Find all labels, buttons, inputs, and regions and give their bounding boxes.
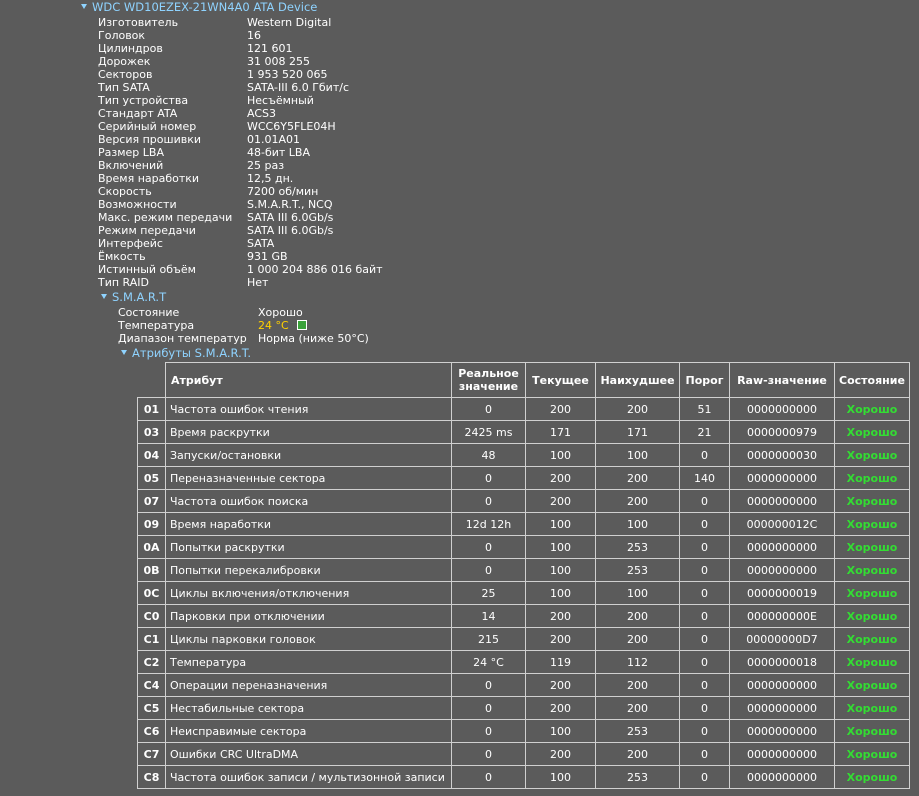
attr-name: Нестабильные сектора	[165, 696, 451, 719]
header-blank	[137, 362, 165, 397]
attr-real-value: 0	[451, 673, 525, 696]
attr-worst: 200	[595, 673, 679, 696]
table-row[interactable]	[137, 627, 910, 650]
attr-current: 200	[525, 742, 595, 765]
property-label: Включений	[98, 159, 164, 172]
attr-real-value: 215	[451, 627, 525, 650]
property-label: Интерфейс	[98, 237, 163, 250]
attr-real-value: 14	[451, 604, 525, 627]
attr-name: Частота ошибок записи / мультизонной записи	[165, 765, 451, 789]
attr-current: 100	[525, 581, 595, 604]
attr-threshold: 140	[679, 466, 729, 489]
property-value: 931 GB	[247, 250, 288, 263]
header-current[interactable]: Текущее	[525, 362, 595, 397]
property-label: Состояние	[118, 306, 180, 319]
attr-current: 100	[525, 765, 595, 789]
attr-worst: 200	[595, 397, 679, 420]
attr-threshold: 0	[679, 696, 729, 719]
property-value: SATA III 6.0Gb/s	[247, 224, 334, 237]
attr-raw: 0000000019	[729, 581, 834, 604]
attr-state: Хорошо	[834, 558, 910, 581]
table-row[interactable]	[137, 489, 910, 512]
attr-worst: 253	[595, 535, 679, 558]
attr-raw: 0000000030	[729, 443, 834, 466]
attr-raw: 0000000000	[729, 742, 834, 765]
property-value: 31 008 255	[247, 55, 310, 68]
attr-name: Частота ошибок чтения	[165, 397, 451, 420]
table-row[interactable]	[137, 397, 910, 420]
attr-state: Хорошо	[834, 604, 910, 627]
table-row[interactable]	[137, 558, 910, 581]
expand-arrow-icon[interactable]	[121, 350, 127, 355]
attr-threshold: 0	[679, 535, 729, 558]
attr-worst: 112	[595, 650, 679, 673]
attr-real-value: 0	[451, 397, 525, 420]
property-label: Дорожек	[98, 55, 151, 68]
property-label: Диапазон температур	[118, 332, 247, 345]
attr-state: Хорошо	[834, 397, 910, 420]
attr-current: 200	[525, 696, 595, 719]
table-row[interactable]	[137, 604, 910, 627]
device-tree-node[interactable]	[81, 1, 317, 14]
attr-raw: 000000000E	[729, 604, 834, 627]
table-row[interactable]	[137, 512, 910, 535]
attr-real-value: 24 °C	[451, 650, 525, 673]
property-label: Макс. режим передачи	[98, 211, 233, 224]
property-label: Серийный номер	[98, 120, 197, 133]
attr-real-value: 0	[451, 558, 525, 581]
attr-raw: 000000012C	[729, 512, 834, 535]
attr-worst: 171	[595, 420, 679, 443]
property-value: SATA	[247, 237, 275, 250]
attr-real-value: 0	[451, 719, 525, 742]
attr-id: C4	[137, 673, 165, 696]
attr-raw: 0000000000	[729, 397, 834, 420]
header-attribute[interactable]: Атрибут	[165, 362, 451, 397]
attr-current: 200	[525, 489, 595, 512]
property-label: Версия прошивки	[98, 133, 202, 146]
table-row[interactable]	[137, 535, 910, 558]
attr-real-value: 25	[451, 581, 525, 604]
property-label: Размер LBA	[98, 146, 164, 159]
attr-worst: 253	[595, 765, 679, 789]
property-value: 01.01A01	[247, 133, 301, 146]
attr-state: Хорошо	[834, 742, 910, 765]
attr-state: Хорошо	[834, 765, 910, 789]
property-label: Режим передачи	[98, 224, 196, 237]
table-row[interactable]	[137, 650, 910, 673]
attr-raw: 0000000000	[729, 673, 834, 696]
table-row[interactable]	[137, 742, 910, 765]
expand-arrow-icon[interactable]	[101, 294, 107, 299]
attr-id: C7	[137, 742, 165, 765]
attr-name: Циклы включения/отключения	[165, 581, 451, 604]
attr-name: Время раскрутки	[165, 420, 451, 443]
attr-worst: 200	[595, 696, 679, 719]
property-value: 7200 об/мин	[247, 185, 319, 198]
attr-worst: 200	[595, 742, 679, 765]
attr-state: Хорошо	[834, 650, 910, 673]
property-value: SATA-III 6.0 Гбит/с	[247, 81, 349, 94]
attr-worst: 253	[595, 558, 679, 581]
attr-real-value: 48	[451, 443, 525, 466]
attr-name: Переназначенные сектора	[165, 466, 451, 489]
attr-real-value: 0	[451, 765, 525, 789]
attr-raw: 0000000000	[729, 719, 834, 742]
attr-state: Хорошо	[834, 673, 910, 696]
attr-raw: 0000000000	[729, 696, 834, 719]
attr-name: Неисправимые сектора	[165, 719, 451, 742]
attr-worst: 100	[595, 443, 679, 466]
attr-threshold: 0	[679, 443, 729, 466]
attr-real-value: 0	[451, 466, 525, 489]
header-threshold[interactable]: Порог	[679, 362, 729, 397]
attr-threshold: 51	[679, 397, 729, 420]
attr-current: 200	[525, 397, 595, 420]
header-real-line2: значение	[458, 380, 519, 393]
smart-attributes-table	[137, 362, 910, 789]
attr-name: Циклы парковки головок	[165, 627, 451, 650]
attr-name: Ошибки CRC UltraDMA	[165, 742, 451, 765]
property-value: Western Digital	[247, 16, 332, 29]
attr-raw: 0000000000	[729, 466, 834, 489]
property-label: Секторов	[98, 68, 153, 81]
attr-id: 04	[137, 443, 165, 466]
attr-real-value: 0	[451, 742, 525, 765]
temperature-cell	[258, 319, 307, 332]
attr-threshold: 0	[679, 719, 729, 742]
attr-threshold: 0	[679, 581, 729, 604]
property-label: Возможности	[98, 198, 177, 211]
device-title: WDC WD10EZEX-21WN4A0 ATA Device	[92, 0, 318, 14]
attr-id: C8	[137, 765, 165, 789]
smart-tree-node[interactable]	[101, 291, 166, 304]
attr-state: Хорошо	[834, 489, 910, 512]
attr-raw: 0000000000	[729, 489, 834, 512]
smart-title: S.M.A.R.T	[112, 290, 167, 304]
attr-current: 171	[525, 420, 595, 443]
property-label: Истинный объём	[98, 263, 196, 276]
temperature-value: 24 °C	[258, 319, 289, 332]
attr-state: Хорошо	[834, 512, 910, 535]
attr-threshold: 0	[679, 627, 729, 650]
attr-worst: 200	[595, 489, 679, 512]
attr-id: 0A	[137, 535, 165, 558]
property-value: Несъёмный	[247, 94, 314, 107]
attr-raw: 0000000018	[729, 650, 834, 673]
table-row[interactable]	[137, 466, 910, 489]
attr-current: 200	[525, 604, 595, 627]
attr-threshold: 0	[679, 650, 729, 673]
property-label: Ёмкость	[98, 250, 146, 263]
attr-state: Хорошо	[834, 719, 910, 742]
attr-real-value: 0	[451, 535, 525, 558]
attr-threshold: 0	[679, 558, 729, 581]
attr-current: 200	[525, 673, 595, 696]
attr-id: 0C	[137, 581, 165, 604]
attr-real-value: 2425 ms	[451, 420, 525, 443]
attr-id: C1	[137, 627, 165, 650]
property-value: 12,5 дн.	[247, 172, 294, 185]
attr-id: 01	[137, 397, 165, 420]
attr-worst: 100	[595, 581, 679, 604]
property-value: Норма (ниже 50°C)	[258, 332, 369, 345]
property-value: Хорошо	[258, 306, 303, 319]
attr-threshold: 0	[679, 604, 729, 627]
property-value: 48-бит LBA	[247, 146, 311, 159]
property-label: Температура	[118, 319, 195, 332]
header-real-value[interactable]	[451, 362, 525, 397]
attr-current: 100	[525, 443, 595, 466]
attr-state: Хорошо	[834, 696, 910, 719]
attr-raw: 0000000000	[729, 558, 834, 581]
table-row[interactable]	[137, 443, 910, 466]
attr-current: 119	[525, 650, 595, 673]
attr-id: C6	[137, 719, 165, 742]
property-value: 1 000 204 886 016 байт	[247, 263, 383, 276]
property-label: Скорость	[98, 185, 152, 198]
property-label: Стандарт ATA	[98, 107, 178, 120]
property-label: Тип RAID	[98, 276, 149, 289]
table-row[interactable]	[137, 420, 910, 443]
property-value: 121 601	[247, 42, 293, 55]
attr-state: Хорошо	[834, 443, 910, 466]
property-label: Время наработки	[98, 172, 200, 185]
header-state[interactable]: Состояние	[834, 362, 910, 397]
property-value: 16	[247, 29, 261, 42]
table-row[interactable]	[137, 696, 910, 719]
attr-threshold: 0	[679, 765, 729, 789]
table-header-row	[137, 362, 910, 397]
header-raw[interactable]: Raw-значение	[729, 362, 834, 397]
property-value: SATA III 6.0Gb/s	[247, 211, 334, 224]
attr-name: Попытки раскрутки	[165, 535, 451, 558]
property-label: Тип устройства	[98, 94, 189, 107]
attr-state: Хорошо	[834, 627, 910, 650]
attr-state: Хорошо	[834, 581, 910, 604]
smart-attributes-title: Атрибуты S.M.A.R.T.	[132, 346, 252, 360]
header-real-line1: Реальное	[458, 367, 519, 380]
smart-attributes-node[interactable]	[121, 347, 251, 360]
attr-state: Хорошо	[834, 420, 910, 443]
attr-state: Хорошо	[834, 466, 910, 489]
attr-name: Попытки перекалибровки	[165, 558, 451, 581]
property-value: ACS3	[247, 107, 276, 120]
property-label: Изготовитель	[98, 16, 179, 29]
property-label: Тип SATA	[98, 81, 150, 94]
property-value: WCC6Y5FLE04H	[247, 120, 336, 133]
property-value: S.M.A.R.T., NCQ	[247, 198, 333, 211]
attr-current: 200	[525, 466, 595, 489]
attr-threshold: 0	[679, 673, 729, 696]
attr-name: Запуски/остановки	[165, 443, 451, 466]
attr-name: Парковки при отключении	[165, 604, 451, 627]
attr-worst: 200	[595, 604, 679, 627]
attr-id: C2	[137, 650, 165, 673]
attr-id: 05	[137, 466, 165, 489]
attr-id: 0B	[137, 558, 165, 581]
attr-current: 100	[525, 512, 595, 535]
attr-threshold: 21	[679, 420, 729, 443]
attr-current: 100	[525, 558, 595, 581]
attr-worst: 200	[595, 627, 679, 650]
property-value: 1 953 520 065	[247, 68, 328, 81]
attr-raw: 0000000000	[729, 765, 834, 789]
attr-name: Время наработки	[165, 512, 451, 535]
table-row[interactable]	[137, 673, 910, 696]
property-label: Головок	[98, 29, 146, 42]
table-row[interactable]	[137, 581, 910, 604]
attr-raw: 00000000D7	[729, 627, 834, 650]
attr-name: Операции переназначения	[165, 673, 451, 696]
attr-real-value: 0	[451, 489, 525, 512]
attr-name: Частота ошибок поиска	[165, 489, 451, 512]
attr-current: 200	[525, 627, 595, 650]
property-label: Цилиндров	[98, 42, 163, 55]
attr-threshold: 0	[679, 489, 729, 512]
attr-id: C5	[137, 696, 165, 719]
table-row[interactable]	[137, 719, 910, 742]
attr-real-value: 12d 12h	[451, 512, 525, 535]
attr-id: 09	[137, 512, 165, 535]
header-worst[interactable]: Наихудшее	[595, 362, 679, 397]
attr-id: 03	[137, 420, 165, 443]
attr-raw: 0000000000	[729, 535, 834, 558]
attr-current: 100	[525, 719, 595, 742]
attr-id: C0	[137, 604, 165, 627]
attr-name: Температура	[165, 650, 451, 673]
attr-state: Хорошо	[834, 535, 910, 558]
attr-id: 07	[137, 489, 165, 512]
attr-real-value: 0	[451, 696, 525, 719]
attr-current: 100	[525, 535, 595, 558]
attr-raw: 0000000979	[729, 420, 834, 443]
attr-worst: 100	[595, 512, 679, 535]
attr-worst: 200	[595, 466, 679, 489]
attr-threshold: 0	[679, 512, 729, 535]
attr-threshold: 0	[679, 742, 729, 765]
attr-worst: 253	[595, 719, 679, 742]
expand-arrow-icon[interactable]	[81, 4, 87, 9]
temperature-status-icon	[297, 320, 307, 330]
property-value: 25 раз	[247, 159, 285, 172]
property-value: Нет	[247, 276, 269, 289]
table-row[interactable]	[137, 765, 910, 789]
